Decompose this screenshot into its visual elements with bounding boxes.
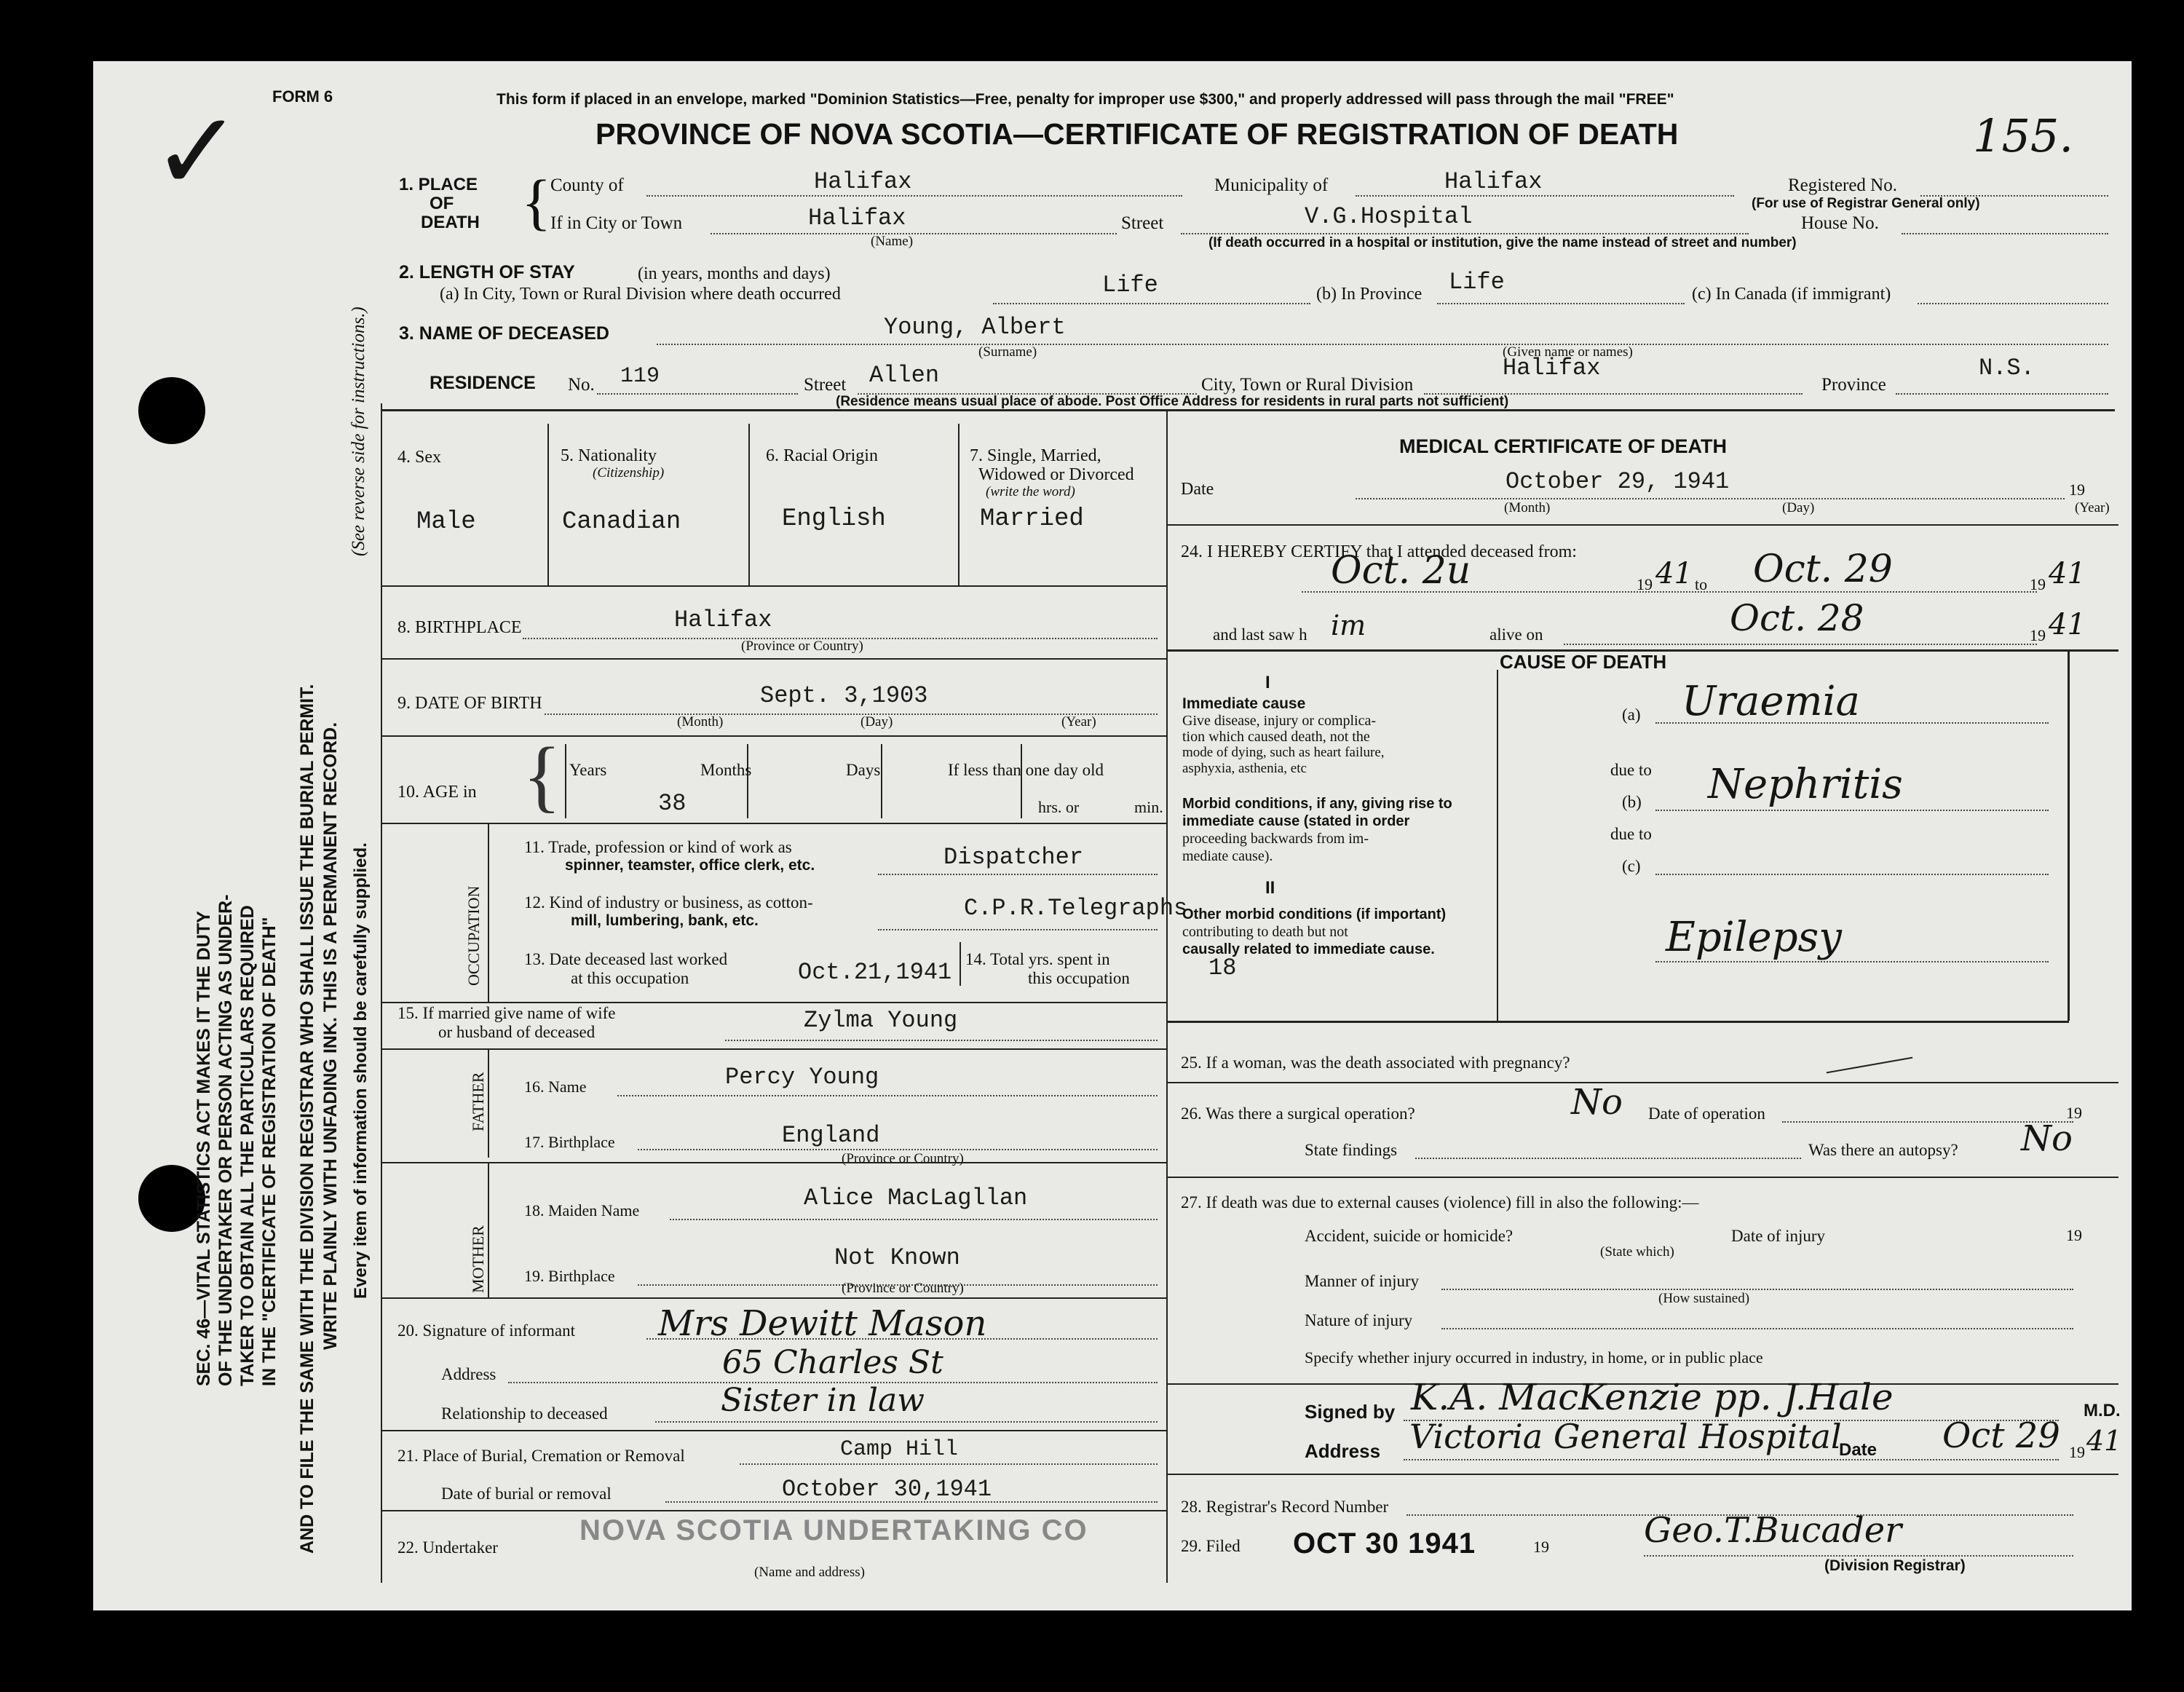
informant-relationship: Sister in law <box>721 1382 925 1419</box>
immediate-note-1: Give disease, injury or complica- <box>1182 713 1377 729</box>
cause-header: CAUSE OF DEATH <box>1500 651 1667 673</box>
form-label: FORM 6 <box>272 87 333 106</box>
mother-birthplace: Not Known <box>834 1244 960 1271</box>
age-months-label: Months <box>700 761 752 779</box>
informant-signature: Mrs Dewitt Mason <box>658 1303 987 1344</box>
side-note-line5: AND TO FILE THE SAME WITH THE DIVISION REGISTRAR WHO SHALL ISSUE THE BURIAL PERMIT. <box>297 684 317 1554</box>
other-label-1: Other morbid conditions (if important) <box>1182 906 1447 922</box>
total-years-value: 18 <box>1208 954 1237 981</box>
filed-label: 29. Filed <box>1181 1537 1241 1555</box>
death-day-note: (Day) <box>1782 500 1815 515</box>
division-registrar-note: (Division Registrar) <box>1824 1557 1966 1574</box>
doctor-signature: K.A. MacKenzie pp. J.Hale <box>1411 1376 1894 1418</box>
accident-label: Accident, suicide or homicide? <box>1305 1227 1514 1245</box>
age-min-label: min. <box>1134 798 1163 816</box>
city-value: Halifax <box>808 205 906 232</box>
mother-birthplace-label: 19. Birthplace <box>524 1267 615 1285</box>
attended-from-yr: 41 <box>1655 557 1693 590</box>
attended-to: Oct. 29 <box>1753 547 1893 591</box>
burial-date: October 30,1941 <box>782 1476 992 1503</box>
certify-label: 24. I HEREBY CERTIFY that I attended deceased from: <box>1181 542 1577 561</box>
county-value: Halifax <box>814 168 912 195</box>
industry-label-2: mill, lumbering, bank, etc. <box>571 912 759 929</box>
side-note-line1: SEC. 46—VITAL STATISTICS ACT MAKES IT THE DUTY <box>194 911 214 1386</box>
place-label-2: OF <box>430 194 454 213</box>
informant-address-label: Address <box>441 1365 496 1383</box>
specify-label: Specify whether injury occurred in industry, in home, or in public place <box>1305 1348 1763 1367</box>
given-note: (Given name or names) <box>1503 344 1633 360</box>
filed-stamp: OCT 30 1941 <box>1293 1527 1476 1559</box>
op-date-label: Date of operation <box>1648 1104 1765 1123</box>
side-note-line7: (See reverse side for instructions.) <box>349 307 368 556</box>
city-label: If in City or Town <box>550 213 683 233</box>
nature-label: Nature of injury <box>1305 1311 1413 1329</box>
death-date-label: Date <box>1181 480 1214 499</box>
stay-b-label: (b) In Province <box>1316 285 1423 304</box>
stay-b-value: Life <box>1449 269 1505 296</box>
stay-a-label: (a) In City, Town or Rural Division where death occurred <box>440 285 841 304</box>
marital-label-1: 7. Single, Married, <box>970 446 1101 465</box>
cause-b-value: Nephritis <box>1708 761 1903 808</box>
side-note-line2: OF THE UNDERTAKER OR PERSON ACTING AS UNDER- <box>215 894 236 1386</box>
brace: { <box>521 167 552 237</box>
op-date-19: 19 <box>2066 1104 2082 1122</box>
other-label-2: contributing to death but not <box>1182 924 1348 940</box>
dob-year-note: (Year) <box>1061 714 1096 730</box>
sig-date: Oct 29 <box>1942 1415 2060 1456</box>
mother-birthplace-note: (Province or Country) <box>842 1281 964 1296</box>
burial-place: Camp Hill <box>840 1437 959 1462</box>
trade-label-2: spinner, teamster, office clerk, etc. <box>565 857 815 874</box>
father-birthplace-note: (Province or Country) <box>842 1151 964 1166</box>
nationality-label: 5. Nationality <box>561 446 657 465</box>
racial-label: 6. Racial Origin <box>766 446 878 465</box>
marital-value: Married <box>980 505 1084 533</box>
nationality-note: (Citizenship) <box>593 465 665 481</box>
place-label-1: 1. PLACE <box>399 175 478 194</box>
roman-one: I <box>1265 673 1270 692</box>
certificate-number: 155. <box>1973 109 2074 162</box>
informant-address: 65 Charles St <box>722 1344 943 1381</box>
surgery-label: 26. Was there a surgical operation? <box>1181 1104 1415 1123</box>
alive-date: Oct. 28 <box>1730 597 1864 639</box>
last-worked-value: Oct.21,1941 <box>798 959 952 986</box>
dob-month-note: (Month) <box>677 714 724 730</box>
side-note-line8: Every item of information should be carefully supplied. <box>351 842 371 1299</box>
hospital-note: (If death occurred in a hospital or institution, give the name instead of street and number) <box>1208 235 1797 250</box>
injury-date-19: 19 <box>2066 1226 2082 1244</box>
attended-to-yr: 41 <box>2049 557 2086 590</box>
father-birthplace: England <box>782 1122 880 1149</box>
mother-maiden-label: 18. Maiden Name <box>524 1201 640 1219</box>
cause-c-label: (c) <box>1622 857 1641 875</box>
state-which-note: (State which) <box>1600 1244 1674 1260</box>
attended-to-label: to <box>1695 575 1708 593</box>
certificate-paper <box>93 61 2132 1610</box>
morbid-label-2: immediate cause (stated in order <box>1182 813 1410 829</box>
death-month-note: (Month) <box>1504 500 1551 515</box>
informant-sig-label: 20. Signature of informant <box>397 1321 576 1340</box>
signed-label: Signed by <box>1305 1401 1396 1423</box>
other-label-3: causally related to immediate cause. <box>1182 941 1435 957</box>
death-date-value: October 29, 1941 <box>1506 468 1730 495</box>
racial-value: English <box>782 505 886 533</box>
sig-address-label: Address <box>1305 1440 1381 1462</box>
age-label: 10. AGE in <box>397 783 477 802</box>
residence-note: (Residence means usual place of abode. Post Office Address for residents in rural parts not sufficient) <box>836 394 1509 409</box>
residence-label: RESIDENCE <box>430 373 536 393</box>
street-value: V.G.Hospital <box>1305 203 1473 230</box>
age-lessday-label: If less than one day old <box>948 761 1104 779</box>
side-note-line3: TAKER TO OBTAIN ALL THE PARTICULARS REQUIRED <box>237 905 258 1386</box>
how-sustained-note: (How sustained) <box>1658 1291 1750 1306</box>
place-label-3: DEATH <box>421 213 480 232</box>
morbid-label-4: mediate cause). <box>1182 848 1273 864</box>
surname-note: (Surname) <box>978 344 1037 360</box>
sex-label: 4. Sex <box>397 448 441 467</box>
mother-maiden: Alice MacLagllan <box>804 1185 1028 1211</box>
death-date-19: 19 <box>2069 481 2085 499</box>
residence-no-label: No. <box>568 375 595 395</box>
industry-value: C.P.R.Telegraphs <box>964 895 1188 922</box>
industry-label-1: 12. Kind of industry or business, as cotton- <box>524 893 813 912</box>
alive-label: alive on <box>1489 625 1543 644</box>
attended-to-19: 19 <box>2030 575 2046 593</box>
birthplace-label: 8. BIRTHPLACE <box>397 618 522 637</box>
registrar-signature: Geo.T.Bucader <box>1644 1510 1902 1551</box>
alive-yr: 41 <box>2049 608 2086 641</box>
spouse-label-1: 15. If married give name of wife <box>397 1004 616 1022</box>
sig-date-label: Date <box>1839 1440 1878 1460</box>
state-findings-label: State findings <box>1305 1141 1398 1159</box>
age-hrs-label: hrs. or <box>1038 798 1080 816</box>
residence-city-label: City, Town or Rural Division <box>1201 375 1414 395</box>
last-worked-label-2: at this occupation <box>571 969 689 987</box>
mail-notice: This form if placed in an envelope, marked "Dominion Statistics—Free, penalty for improper use $300," and properly addressed will pass through the mail "FREE" <box>496 91 1674 108</box>
registered-label: Registered No. <box>1788 175 1897 195</box>
side-note-line4: IN THE "CERTIFICATE OF REGISTRATION OF DEATH" <box>259 917 280 1386</box>
name-note: (Name) <box>871 234 914 249</box>
stay-a-value: Life <box>1102 272 1158 299</box>
page-title: PROVINCE OF NOVA SCOTIA—CERTIFICATE OF REGISTRATION OF DEATH <box>596 117 1679 151</box>
immediate-note-4: asphyxia, asthenia, etc <box>1182 761 1307 776</box>
spouse-label-2: or husband of deceased <box>438 1023 596 1041</box>
informant-relationship-label: Relationship to deceased <box>441 1404 608 1423</box>
age-brace: { <box>523 731 561 820</box>
cause-b-label: (b) <box>1622 793 1642 811</box>
immediate-note-3: mode of dying, such as heart failure, <box>1182 745 1385 760</box>
marital-label-3: (write the word) <box>986 484 1075 499</box>
nationality-value: Canadian <box>562 508 681 536</box>
birthplace-value: Halifax <box>674 606 772 633</box>
county-label: County of <box>550 175 624 195</box>
father-name-label: 16. Name <box>524 1078 587 1096</box>
attended-from-19: 19 <box>1637 575 1653 593</box>
trade-label-1: 11. Trade, profession or kind of work as <box>524 838 792 856</box>
total-years-label-1: 14. Total yrs. spent in <box>965 950 1110 968</box>
immediate-label: Immediate cause <box>1182 695 1306 712</box>
roman-two: II <box>1265 878 1275 898</box>
age-years-value: 38 <box>658 790 687 817</box>
cause-a-label: (a) <box>1622 705 1641 724</box>
immediate-note-2: tion which caused death, not the <box>1182 729 1370 745</box>
house-label: House No. <box>1801 213 1879 233</box>
last-worked-label-1: 13. Date deceased last worked <box>524 950 728 968</box>
stay-label: 2. LENGTH OF STAY <box>399 262 575 282</box>
stay-c-label: (c) In Canada (if immigrant) <box>1692 285 1891 304</box>
pregnancy-label: 25. If a woman, was the death associated with pregnancy? <box>1181 1053 1570 1072</box>
undertaker-note: (Name and address) <box>754 1565 865 1580</box>
stay-note: (in years, months and days) <box>638 264 831 283</box>
autopsy-value: No <box>2021 1118 2073 1159</box>
marital-label-2: Widowed or Divorced <box>978 465 1134 484</box>
morbid-label-1: Morbid conditions, if any, giving rise to <box>1182 796 1452 812</box>
father-birthplace-label: 17. Birthplace <box>524 1133 615 1151</box>
burial-place-label: 21. Place of Burial, Cremation or Removal <box>397 1447 685 1465</box>
other-value: Epilepsy <box>1666 914 1842 961</box>
municipality-label: Municipality of <box>1214 175 1329 195</box>
filed-19: 19 <box>1533 1538 1549 1556</box>
birthplace-note: (Province or Country) <box>741 639 863 654</box>
external-label: 27. If death was due to external causes (violence) fill in also the following:— <box>1181 1193 1699 1211</box>
cause-a-value: Uraemia <box>1682 678 1860 725</box>
dob-day-note: (Day) <box>860 714 893 730</box>
total-years-label-2: this occupation <box>1028 969 1130 987</box>
due-to-2: due to <box>1610 825 1652 843</box>
manner-label: Manner of injury <box>1305 1272 1420 1290</box>
residence-city: Halifax <box>1503 355 1601 382</box>
autopsy-label: Was there an autopsy? <box>1808 1141 1958 1159</box>
pregnancy-dash <box>1827 1057 1913 1074</box>
sex-value: Male <box>416 508 476 536</box>
occupation-side-label: OCCUPATION <box>464 885 483 986</box>
attended-from: Oct. 2u <box>1331 549 1471 593</box>
record-number-label: 28. Registrar's Record Number <box>1181 1498 1389 1516</box>
father-side-label: FATHER <box>469 1072 487 1131</box>
undertaker-label: 22. Undertaker <box>397 1538 498 1557</box>
sig-address: Victoria General Hospital <box>1409 1417 1842 1456</box>
surgery-value: No <box>1571 1082 1623 1123</box>
undertaker-name: NOVA SCOTIA UNDERTAKING CO <box>579 1514 1088 1546</box>
lastsaw-h: im <box>1331 609 1366 641</box>
medical-header: MEDICAL CERTIFICATE OF DEATH <box>1399 435 1727 457</box>
alive-19: 19 <box>2030 626 2046 644</box>
lastsaw-label: and last saw h <box>1213 625 1307 644</box>
residence-province-label: Province <box>1821 375 1886 395</box>
registered-note: (For use of Registrar General only) <box>1752 196 1980 211</box>
side-note-line6: WRITE PLAINLY WITH UNFADING INK. THIS IS A PERMANENT RECORD. <box>320 722 341 1350</box>
municipality-value: Halifax <box>1444 168 1543 195</box>
residence-province: N.S. <box>1979 355 2035 382</box>
sig-date-yr: 41 <box>2086 1425 2122 1457</box>
residence-street: Allen <box>869 362 940 389</box>
mother-side-label: MOTHER <box>469 1225 487 1293</box>
dob-label: 9. DATE OF BIRTH <box>397 694 542 713</box>
morbid-label-3: proceeding backwards from im- <box>1182 831 1369 847</box>
punch-hole-top <box>138 377 205 444</box>
residence-street-label: Street <box>804 375 847 395</box>
residence-no: 119 <box>620 364 660 389</box>
md-label: M.D. <box>2084 1401 2121 1420</box>
due-to-1: due to <box>1610 761 1652 779</box>
deceased-label: 3. NAME OF DECEASED <box>399 323 609 344</box>
spouse-name: Zylma Young <box>804 1007 958 1034</box>
check-mark: ✓ <box>151 89 243 216</box>
death-year-note: (Year) <box>2075 500 2110 515</box>
father-name: Percy Young <box>725 1064 879 1091</box>
age-days-label: Days <box>846 761 881 779</box>
deceased-name: Young, Albert <box>884 314 1066 341</box>
sig-date-19: 19 <box>2069 1443 2085 1461</box>
burial-date-label: Date of burial or removal <box>441 1485 612 1503</box>
dob-value: Sept. 3,1903 <box>760 682 928 709</box>
street-label: Street <box>1121 213 1164 233</box>
injury-date-label: Date of injury <box>1731 1227 1826 1245</box>
age-years-label: Years <box>569 761 607 779</box>
trade-value: Dispatcher <box>943 844 1084 871</box>
